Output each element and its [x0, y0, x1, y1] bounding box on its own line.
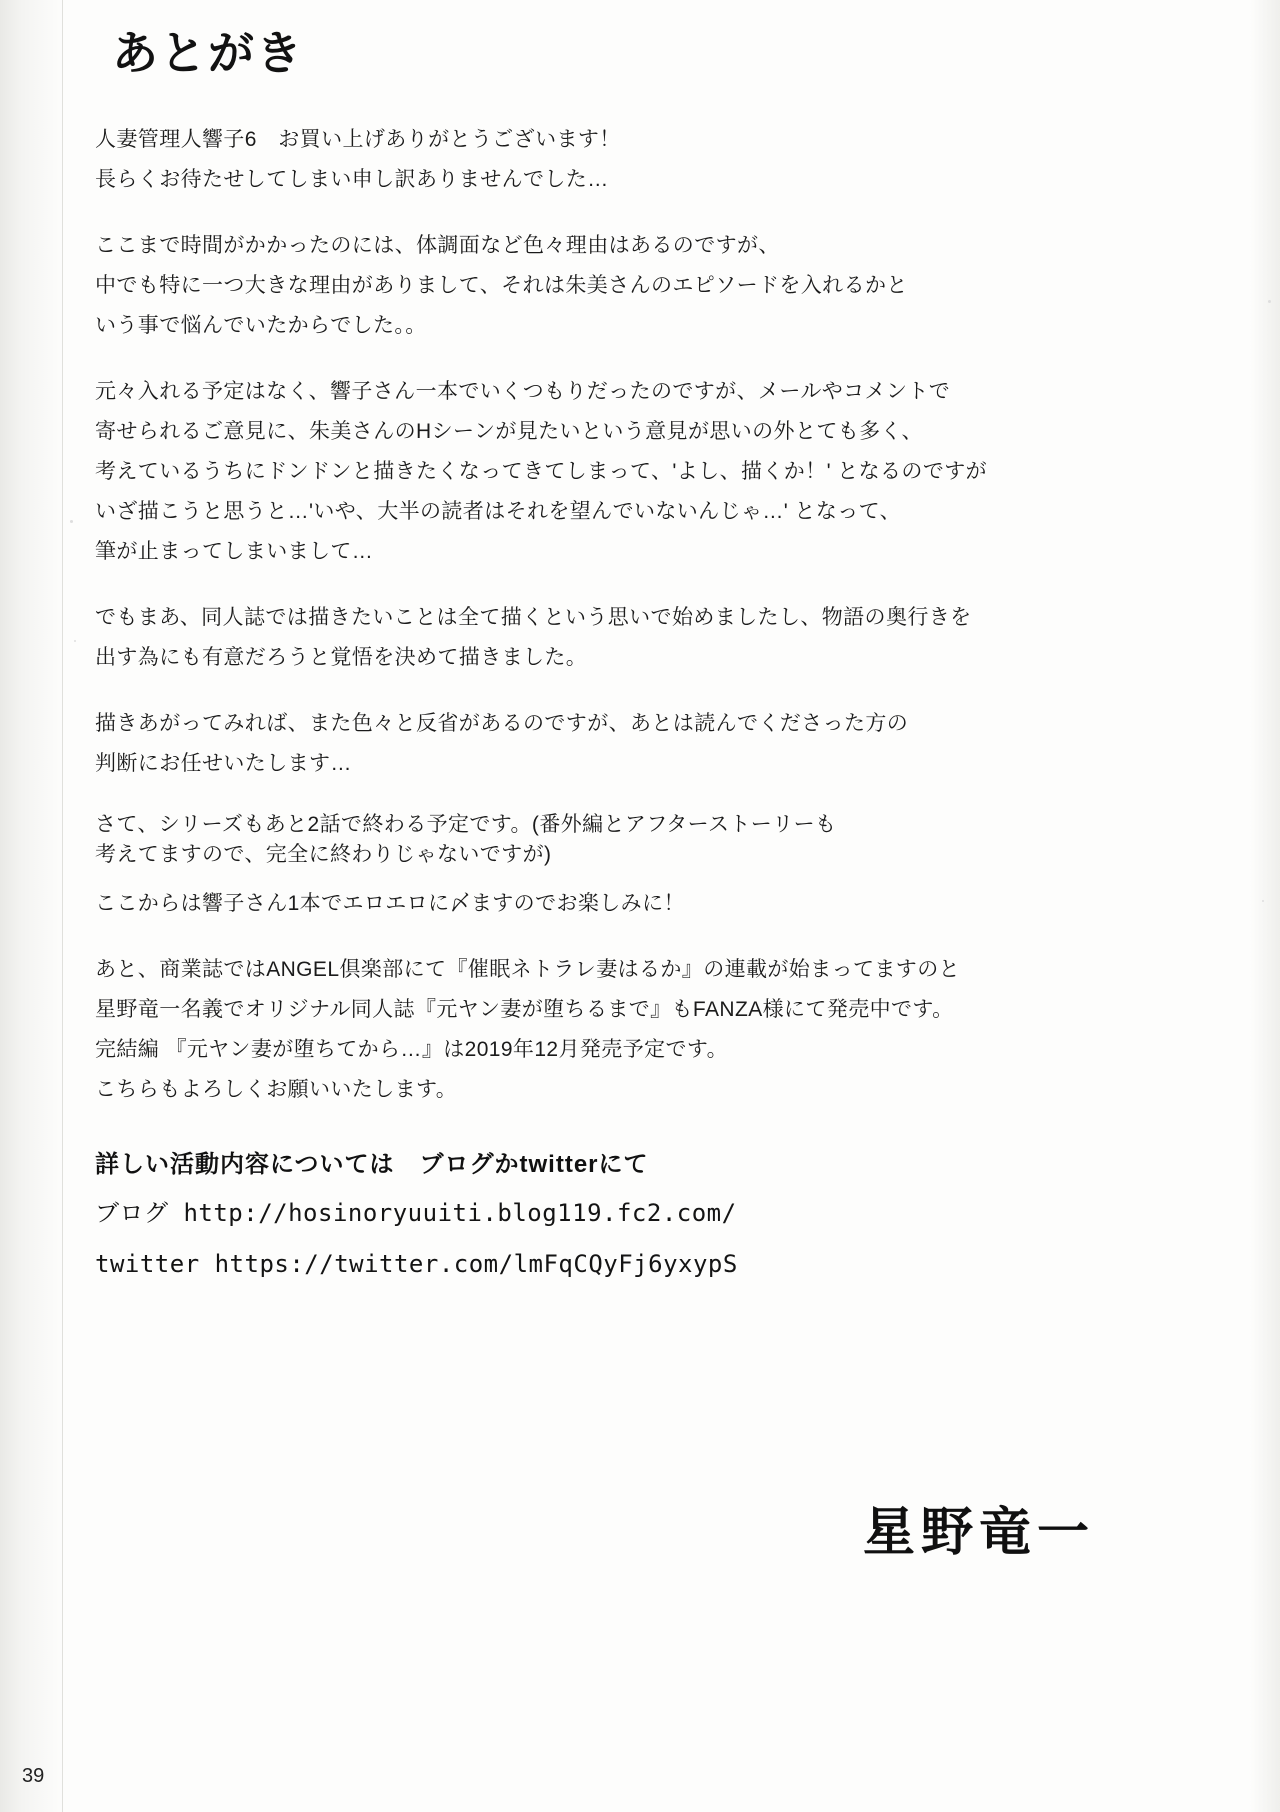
text-line: 長らくお待たせしてしまい申し訳ありませんでした… [95, 168, 609, 191]
page-gutter-shadow [0, 0, 64, 1812]
contact-heading: 詳しい活動内容については ブログかtwitterにて [95, 1151, 649, 1178]
text-line: でもまあ、同人誌では描きたいことは全て描くという思いで始めましたし、物語の奥行きを [95, 606, 972, 629]
text-line: 寄せられるご意見に、朱美さんのHシーンが見たいという意見が思いの外とても多く、 [95, 420, 923, 443]
text-line: 描きあがってみれば、また色々と反省があるのですが、あとは読んでくださった方の [95, 712, 909, 735]
text-line: さて、シリーズもあと2話で終わる予定です。(番外編とアフターストーリーも [95, 813, 837, 836]
scan-speck [74, 640, 76, 642]
paragraph-intro [95, 120, 1175, 200]
page-gutter-edge [62, 0, 63, 1812]
text-line: ここからは響子さん1本でエロエロに〆ますのでお楽しみに！ [95, 892, 685, 915]
twitter-url-line[interactable]: twitter https://twitter.com/lmFqCQyFj6yxypS [95, 1250, 738, 1278]
scan-speck [1262, 900, 1264, 902]
text-line: いう事で悩んでいたからでした。。 [95, 314, 427, 337]
text-line: いざ描こうと思うと…'いや、大半の読者はそれを望んでいないんじゃ…' となって、 [95, 500, 902, 523]
afterword-body [95, 120, 1175, 1300]
paragraph-series-note-extra [95, 884, 1175, 924]
text-line: あと、商業誌ではANGEL倶楽部にて『催眠ネトラレ妻はるか』の連載が始まってますのと [95, 958, 960, 981]
text-line: 星野竜一名義でオリジナル同人誌『元ヤン妻が堕ちるまで』もFANZA様にて発売中です。 [95, 998, 954, 1021]
paragraph-series-note [95, 810, 1175, 870]
text-line: こちらもよろしくお願いいたします。 [95, 1078, 458, 1101]
text-line: 完結編 『元ヤン妻が堕ちてから…』は2019年12月発売予定です。 [95, 1038, 729, 1061]
page-content [95, 0, 1225, 1812]
paragraph-opinions [95, 372, 1175, 572]
text-line: 考えてますので、完全に終わりじゃないですが) [95, 843, 552, 866]
text-line: 筆が止まってしまいまして… [95, 540, 374, 563]
scan-speck [1268, 300, 1271, 303]
text-line: 出す為にも有意だろうと覚悟を決めて描きました。 [95, 646, 588, 669]
text-line: 判断にお任せいたします… [95, 752, 352, 775]
page-outer-edge-shadow [1250, 0, 1280, 1812]
page-title: あとがき [112, 27, 304, 79]
paragraph-decision [95, 598, 1175, 678]
text-line: 中でも特に一つ大きな理由がありまして、それは朱美さんのエピソードを入れるかと [95, 274, 908, 297]
text-line: 考えているうちにドンドンと描きたくなってきてしまって、'よし、描くか！' となるのですが [95, 460, 988, 483]
text-line: 人妻管理人響子6 お買い上げありがとうございます！ [95, 128, 621, 151]
paragraph-reflection [95, 704, 1175, 784]
paragraph-reason [95, 226, 1175, 346]
text-line: 元々入れる予定はなく、響子さん一本でいくつもりだったのですが、メールやコメントで [95, 380, 951, 403]
page-number: 39 [22, 1765, 45, 1787]
blog-url-line[interactable]: ブログ http://hosinoryuuiti.blog119.fc2.com/ [95, 1199, 737, 1227]
paragraph-announcements [95, 950, 1175, 1110]
author-signature: 星野竜一 [862, 1504, 1095, 1562]
text-line: ここまで時間がかかったのには、体調面など色々理由はあるのですが、 [95, 234, 780, 257]
scan-speck [70, 520, 73, 523]
